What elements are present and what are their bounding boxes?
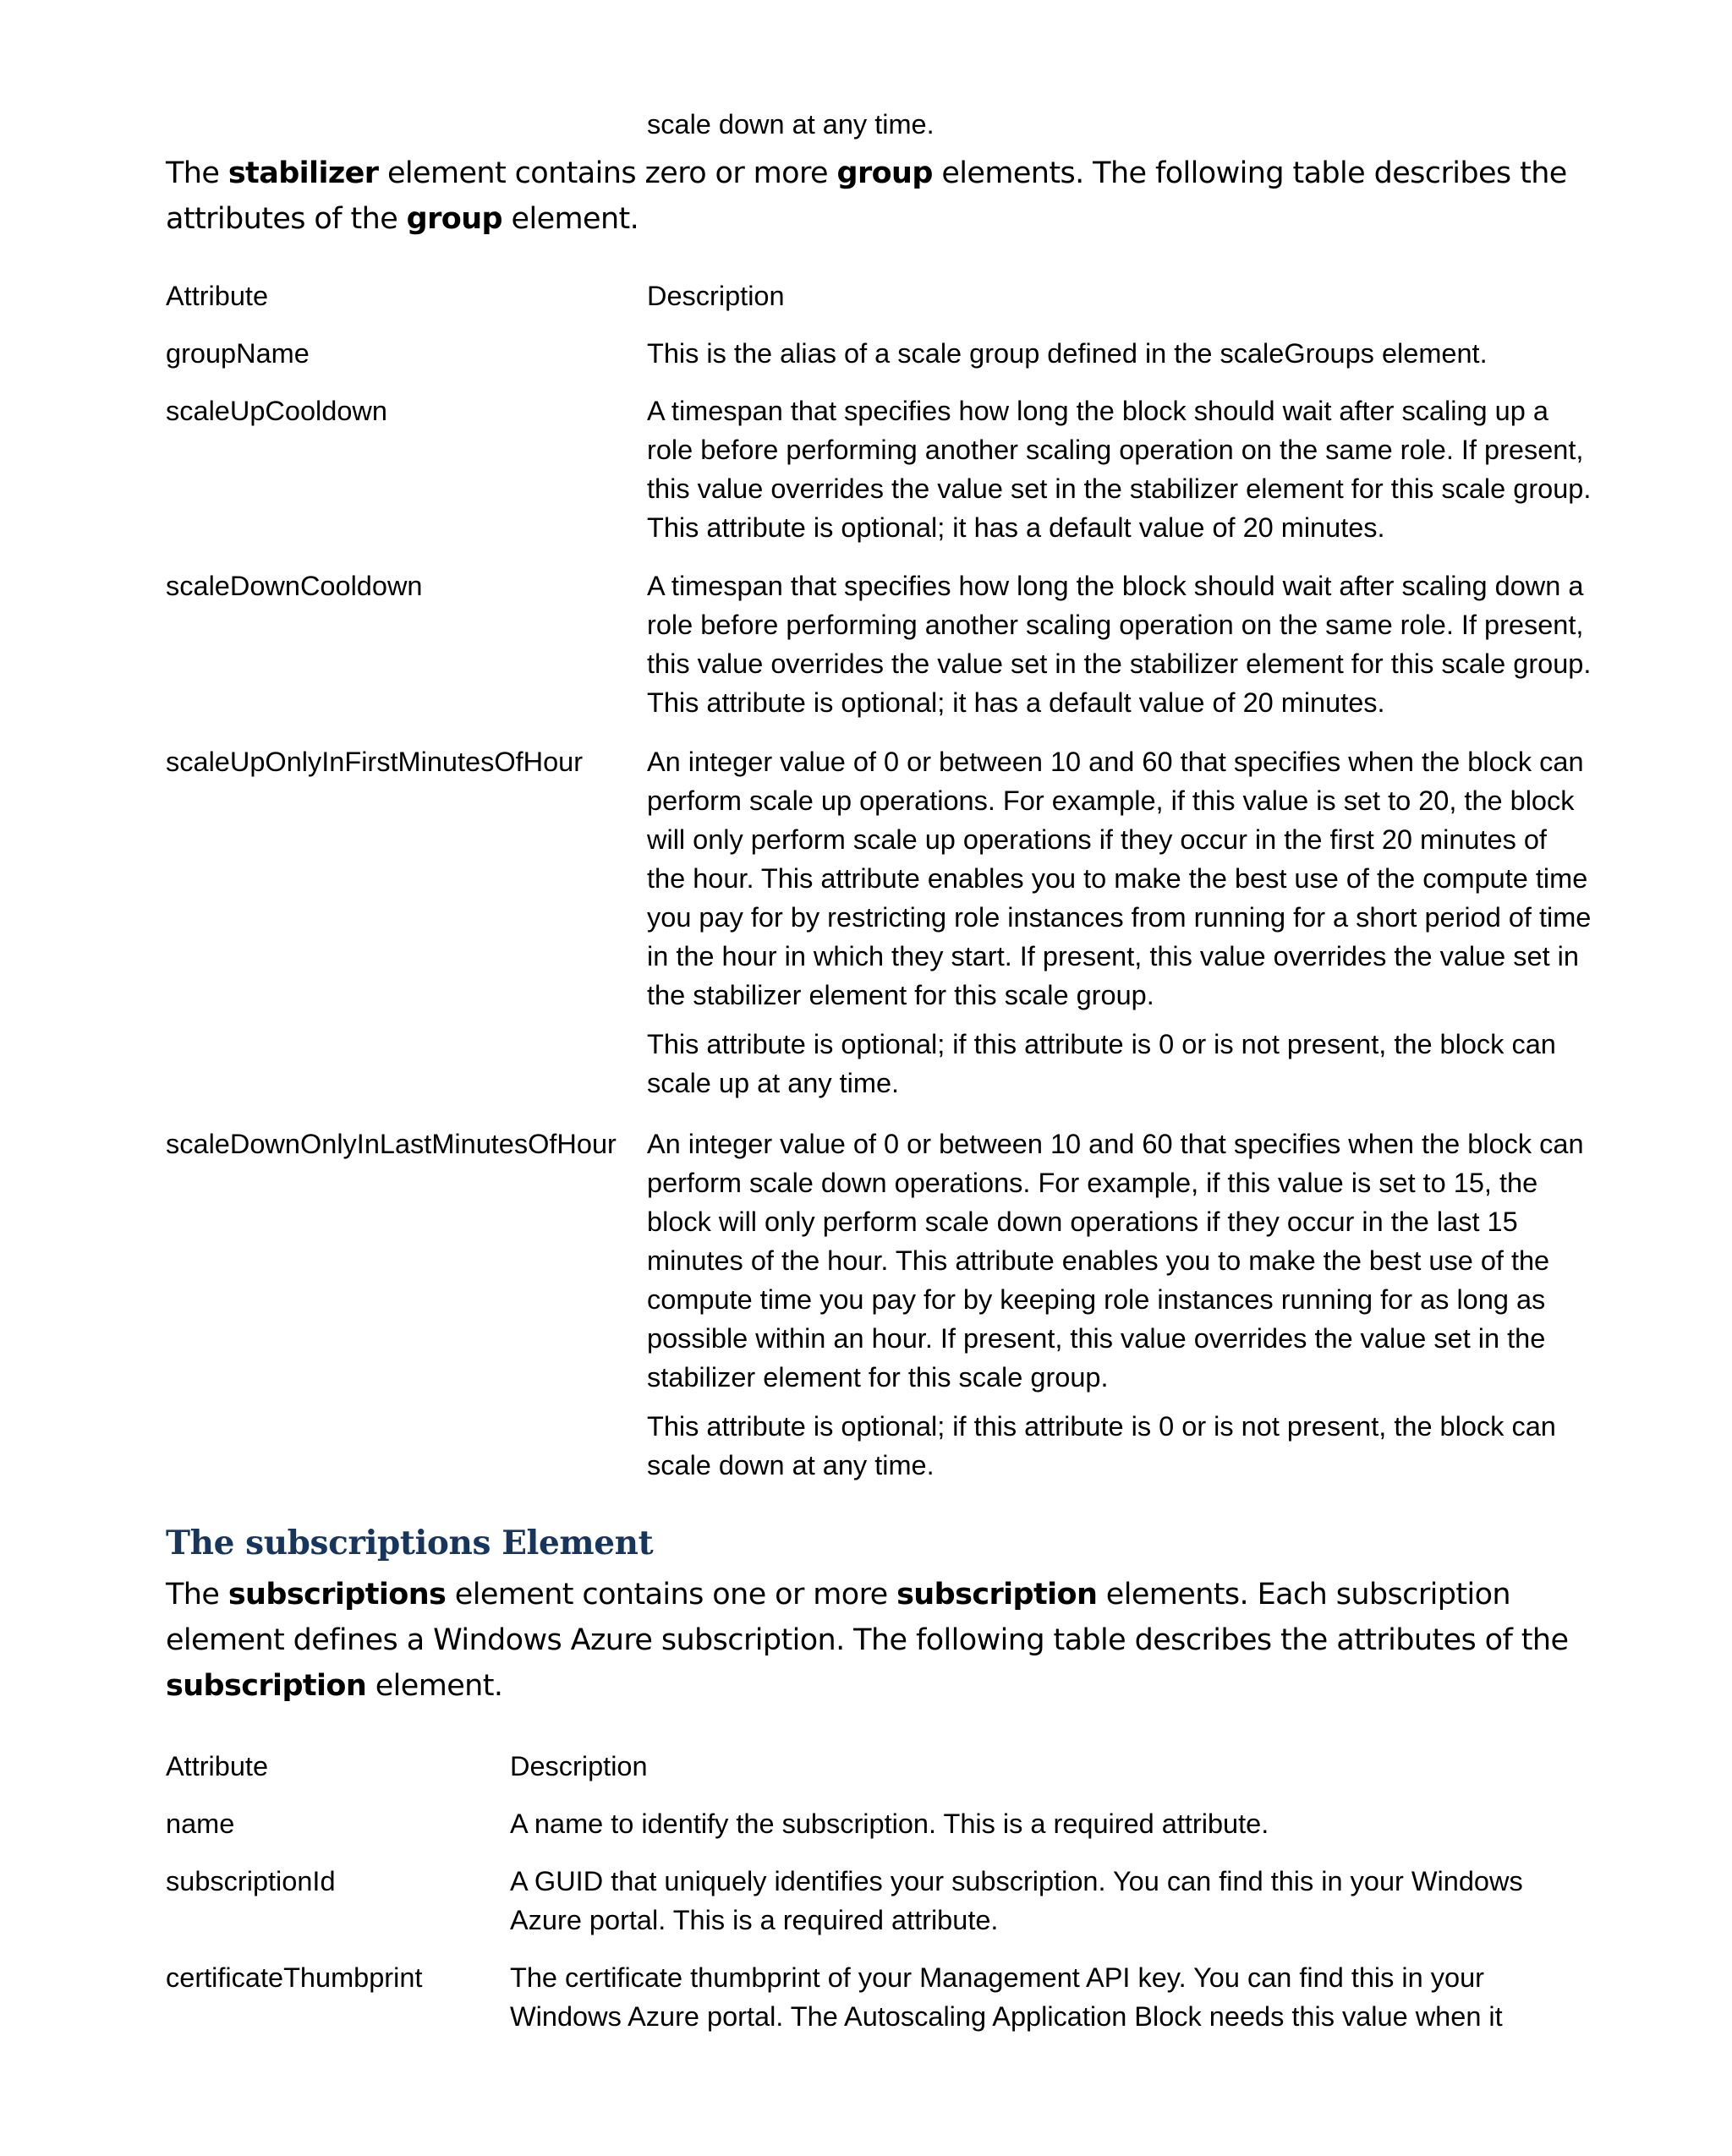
attribute-description: A name to identify the subscription. This is a required attribute. [510,1809,1269,1839]
attribute-name: scaleUpOnlyInFirstMinutesOfHour [166,747,584,777]
attribute-name: certificateThumbprint [166,1962,423,1993]
attribute-name: scaleUpCooldown [166,396,387,426]
attribute-description: An integer value of 0 or between 10 and 60 that specifies when the block can perform scale up operations. For example, if this value is set to 20, the block will only perform scale up operations if they occur in the first 20 minutes of the hour. This attribute enables you to make the best use of the compute time you pay for by restricting role instances from running for a short period of time in the hour in which they start. If present, this value overrides the value set in the stabilizer element for this scale group. This attribute is optional; if this attribute is 0 or is not present, the block can scale up at any time. [647,747,1592,1098]
attribute-name: scaleDownCooldown [166,571,423,601]
stabilizer-intro-paragraph: The stabilizer element contains zero or more group elements. The following table describes the attributes of the group element. [166,156,1567,236]
section-heading: The subscriptions Element [166,1524,654,1562]
attribute-description: This is the alias of a scale group defined in the scaleGroups element. [647,338,1488,369]
header-description: Description [510,1751,648,1781]
attribute-description: A GUID that uniquely identifies your subscription. You can find this in your Windows Azure portal. This is a required attribute. [510,1866,1523,1935]
attribute-description: The certificate thumbprint of your Management API key. You can find this in your Windows Azure portal. The Autoscaling Application Block needs this value when it [510,1962,1503,2032]
attribute-name: groupName [166,338,310,369]
attribute-name: scaleDownOnlyInLastMinutesOfHour [166,1129,617,1159]
attribute-description: A timespan that specifies how long the block should wait after scaling up a role before performing another scaling operation on the same role. If present, this value overrides the value set in the stabilizer element for this scale group. This attribute is optional; it has a default value of 20 minutes. [647,396,1592,543]
subscriptions-intro-paragraph: The subscriptions element contains one or more subscription elements. Each subscription element defines a Windows Azure subscription. The following table describes the attributes of the subscription element. [166,1578,1569,1703]
attribute-name: name [166,1809,235,1839]
attribute-description: An integer value of 0 or between 10 and 60 that specifies when the block can perform scale down operations. For example, if this value is set to 15, the block will only perform scale down operations if they occur in the last 15 minutes of the hour. This attribute enables you to make the best use of the compute time you pay for by keeping role instances running for as long as possible within an hour. If present, this value overrides the value set in the stabilizer element for this scale group. This attribute is optional; if this attribute is 0 or is not present, the block can scale down at any time. [647,1129,1584,1480]
header-attribute: Attribute [166,1751,269,1781]
header-description: Description [647,281,785,311]
attribute-description: A timespan that specifies how long the block should wait after scaling down a role before performing another scaling operation on the same role. If present, this value overrides the value set in the stabilizer element for this scale group. This attribute is optional; it has a default value of 20 minutes. [647,571,1592,718]
attribute-name: subscriptionId [166,1866,336,1896]
header-attribute: Attribute [166,281,269,311]
continued-text: scale down at any time. [647,109,935,140]
